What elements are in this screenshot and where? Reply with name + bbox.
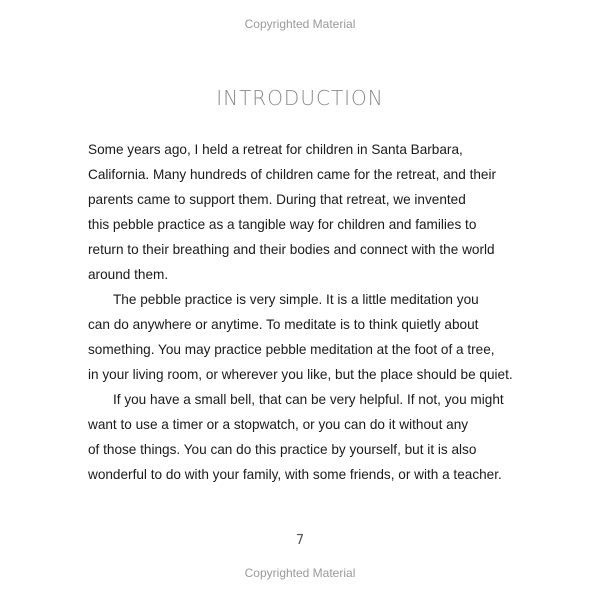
text-line: parents came to support them. During that retreat, we invented: [88, 192, 466, 207]
text-line: something. You may practice pebble meditation at the foot of a tree,: [88, 342, 495, 357]
text-line: can do anywhere or anytime. To meditate is to think quietly about: [88, 317, 479, 332]
text-line: around them.: [88, 267, 169, 282]
text-line: If you have a small bell, that can be very helpful. If not, you might: [113, 392, 504, 407]
chapter-heading: INTRODUCTION: [216, 86, 384, 110]
watermark-bottom: Copyrighted Material: [244, 566, 356, 580]
watermark-top: Copyrighted Material: [244, 17, 356, 31]
text-line: this pebble practice as a tangible way for children and families to: [88, 217, 477, 232]
text-line: of those things. You can do this practice by yourself, but it is also: [88, 442, 477, 457]
text-line: want to use a timer or a stopwatch, or you can do it without any: [88, 417, 469, 432]
body-text: [88, 137, 518, 487]
text-line: wonderful to do with your family, with some friends, or with a teacher.: [88, 467, 502, 482]
text-line: The pebble practice is very simple. It is a little meditation you: [113, 292, 479, 307]
text-line: California. Many hundreds of children came for the retreat, and their: [88, 167, 497, 182]
text-line: return to their breathing and their bodies and connect with the world: [88, 242, 495, 257]
page-number: 7: [295, 533, 305, 548]
text-line: in your living room, or wherever you like, but the place should be quiet.: [88, 367, 513, 382]
text-line: Some years ago, I held a retreat for children in Santa Barbara,: [88, 142, 463, 157]
